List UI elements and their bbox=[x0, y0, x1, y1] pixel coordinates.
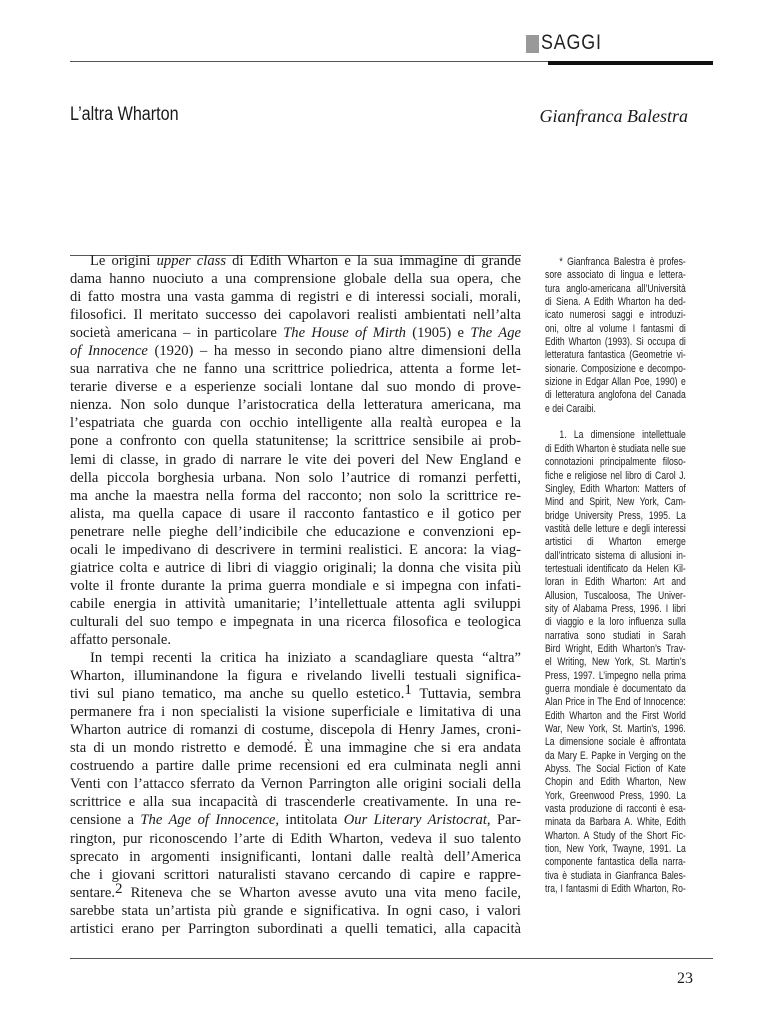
footnote-line: narrativa sono studiati in Sarah bbox=[545, 629, 686, 642]
footnote-line: Allusion, Tuscaloosa, The Univer- bbox=[545, 589, 686, 602]
text-span: penetrare nelle pieghe dell’indicibile che educazione e convenzioni ep- bbox=[70, 523, 521, 540]
text-span: sentare. bbox=[70, 884, 115, 901]
footnote-line: sore associato di lingua e lettera- bbox=[545, 269, 686, 282]
text-line bbox=[70, 252, 521, 270]
footnote-line: e dei Caraibi. bbox=[545, 402, 596, 415]
text-line bbox=[70, 880, 521, 902]
text-span: l’espatriata che guarda con occhio intelligente alla realtà europea e la bbox=[70, 415, 521, 432]
footnote-line: dall’intricato sistema di allusioni in- bbox=[545, 549, 686, 562]
text-span: sprecato in argomenti insignificanti, lontani dalle realtà dell’America bbox=[70, 848, 521, 865]
text-line bbox=[70, 902, 521, 920]
text-span: Le origini bbox=[90, 253, 157, 269]
footnote-line: da Mary E. Papke in Verging on the bbox=[545, 749, 686, 762]
footnote-line: Bird Wright, Edith Wharton’s Trav- bbox=[545, 642, 686, 655]
text-line bbox=[70, 270, 521, 288]
italic-text: upper class bbox=[156, 253, 226, 269]
text-line bbox=[70, 848, 521, 866]
text-span: sta di un mondo ristretto e demodé. È una immagine che si era andata bbox=[70, 740, 521, 757]
footnote-line: icato numerosi saggi e introduzi- bbox=[545, 309, 686, 322]
text-span: di fatto mostra una vasta gamma di registri e di interessi sociali, morali, bbox=[70, 289, 521, 306]
text-line bbox=[70, 396, 521, 414]
footnote-line: minata da Barbara A. White, Edith bbox=[545, 816, 686, 829]
text-span: scrittrice e alla sua incapacità di trascenderle creativamente. In una re- bbox=[70, 794, 521, 811]
footnote-line: connotazioni principalmente filoso- bbox=[545, 456, 686, 469]
text-span: tivi sul piano tematico, ma anche su quello estetico. bbox=[70, 686, 405, 703]
italic-text: Our Literary Aristocrat bbox=[343, 812, 487, 829]
text-line bbox=[70, 866, 521, 884]
text-line bbox=[70, 920, 521, 938]
footnote-line: Alan Price in The End of Innocence: bbox=[545, 696, 686, 709]
text-span: sarebbe stata un’artista più grande e significativa. In ogni caso, i valori bbox=[70, 902, 521, 919]
footnote-line: di viaggio e la loro influenza sulla bbox=[545, 616, 686, 629]
text-line bbox=[70, 559, 521, 577]
footnote-line: sity of Alabama Press, 1996. I libri bbox=[545, 602, 686, 615]
text-line bbox=[70, 432, 521, 450]
text-line bbox=[70, 378, 521, 396]
text-line bbox=[70, 667, 521, 685]
text-span: che i giovani scrittori naturalisti stavano cercando di capire e rappre- bbox=[70, 866, 521, 883]
italic-text: The Age of Innocence, bbox=[140, 812, 279, 829]
text-line bbox=[70, 505, 521, 523]
footnote bbox=[545, 429, 686, 896]
text-span: giatrice colta e autrice di libri di viaggio originali; la donna che visita più bbox=[70, 559, 521, 576]
article-title: L’altra Wharton bbox=[70, 104, 179, 125]
text-span: artistici erano per Parrington subordinati a quelli tematici, alla capacità bbox=[70, 920, 521, 937]
text-span: (1905) e bbox=[405, 325, 471, 342]
text-line bbox=[70, 577, 521, 595]
footnote-line: oni, oltre al volume I fantasmi di bbox=[545, 322, 686, 335]
text-line bbox=[70, 811, 521, 829]
header-rule-accent bbox=[548, 61, 713, 65]
footnote-line: el Writing, New York, St. Martin’s bbox=[545, 656, 686, 669]
italic-text: The House of Mirth bbox=[283, 325, 406, 342]
main-text-column bbox=[70, 252, 521, 938]
text-line bbox=[70, 451, 521, 469]
text-span: In tempi recenti la critica ha iniziato a scandagliare questa “altra” bbox=[90, 650, 521, 667]
paragraph bbox=[70, 649, 521, 938]
footnote-line: vasta produzione di racconti è esa- bbox=[545, 803, 686, 816]
text-line bbox=[70, 595, 521, 613]
footnote-ref: 1 bbox=[404, 682, 412, 699]
text-span: costruendo a partire dalle prime recensioni ed era culminata negli anni bbox=[70, 758, 521, 775]
text-line bbox=[70, 793, 521, 811]
text-span: intitolata bbox=[278, 812, 344, 829]
header-rule bbox=[70, 61, 548, 62]
text-line bbox=[70, 830, 521, 848]
footnote-line: 1. La dimensione intellettuale bbox=[559, 429, 686, 442]
text-line bbox=[70, 487, 521, 505]
footnote-line: La dimensione sociale è affrontata bbox=[545, 736, 686, 749]
text-line bbox=[70, 360, 521, 378]
footnote-line: Singley, Edith Wharton: Matters of bbox=[545, 482, 686, 495]
footnote-line: Edith Wharton and the First World bbox=[545, 709, 686, 722]
text-span: Wharton autrice di romanzi di costume, discepola di Henry James, croni- bbox=[70, 722, 521, 739]
text-span: alista, ma quella capace di usare il racconto fantastico e il gotico per bbox=[70, 505, 521, 522]
text-line bbox=[70, 775, 521, 793]
footnote-line: artistici di Wharton emerge bbox=[545, 536, 686, 549]
footnote-line: Mind and Spirit, New York, Cam- bbox=[545, 496, 686, 509]
italic-text: of Innocence bbox=[70, 343, 148, 360]
text-span: Tuttavia, sembra bbox=[411, 686, 522, 703]
paragraph bbox=[70, 252, 521, 649]
text-line bbox=[70, 649, 521, 667]
footnote-line: di letteratura anglofona del Canada bbox=[545, 389, 686, 402]
footer-rule bbox=[70, 958, 713, 959]
text-line bbox=[70, 288, 521, 306]
footnote-line: guerra mondiale è documentato da bbox=[545, 683, 686, 695]
text-span: Riteneva che se Wharton avesse avuto una vita meno facile, bbox=[122, 884, 521, 901]
text-span: volte il fronte durante la prima guerra mondiale e si impegna con infati- bbox=[70, 577, 521, 594]
text-line bbox=[70, 414, 521, 432]
text-line bbox=[70, 324, 521, 342]
footnote-line: * Gianfranca Balestra è profes- bbox=[559, 256, 686, 268]
footnote-line: tion, New York, Twayne, 1991. La bbox=[545, 843, 686, 856]
footnote-line: componente fantastica della narra- bbox=[545, 856, 686, 869]
text-span: (1920) – ha messo in secondo piano altre dimensioni della bbox=[147, 343, 521, 360]
text-span: della piccola borghesia urbana. Non solo l’autrice di romanzi perfetti, bbox=[70, 469, 521, 486]
footnote-line: Edith Wharton (1993). Si occupa di bbox=[545, 336, 686, 349]
text-span: di Edith Wharton e la sua immagine di grande bbox=[226, 253, 521, 269]
text-span: censione a bbox=[70, 812, 141, 829]
text-span: ma anche la maestra nella forma del racconto; non solo la scrittrice re- bbox=[70, 487, 521, 504]
footnote bbox=[545, 256, 686, 416]
footnote-line: di Edith Wharton è studiata nelle sue bbox=[545, 442, 686, 455]
text-span: pone a confronto con quella statunitense; la scrittrice sensibile ai prob- bbox=[70, 433, 521, 450]
footnote-ref: 2 bbox=[114, 880, 123, 897]
italic-text: The Age bbox=[470, 325, 521, 342]
text-line bbox=[70, 721, 521, 739]
section-marker-square bbox=[526, 35, 539, 53]
footnote-line: bridge University Press, 1995. La bbox=[545, 509, 686, 522]
footnote-line: letteratura fantastica (Geometrie vi- bbox=[545, 349, 686, 362]
text-span: Wharton, illuminandone la figura e rivelando livelli testuali significa- bbox=[70, 668, 521, 685]
article-author: Gianfranca Balestra bbox=[539, 106, 688, 126]
text-span: dama hanno nuociuto a una comprensione globale della sua opera, che bbox=[70, 271, 521, 288]
footnotes-column bbox=[545, 256, 686, 897]
page-number: 23 bbox=[677, 970, 693, 987]
text-line bbox=[70, 613, 521, 631]
text-line bbox=[70, 523, 521, 541]
footnote-line: sionarie. Composizione e decompo- bbox=[545, 362, 686, 375]
footnote-line: York, Greenwood Press, 1990. La bbox=[545, 789, 686, 802]
footnote-line: tura anglo-americana all’Università bbox=[545, 282, 686, 295]
text-span: terarie diverse e a esperienze sociali lontane dal suo mondo di prove- bbox=[70, 379, 521, 396]
text-span: società americana – in particolare bbox=[70, 325, 284, 342]
footnote-line: di Siena. A Edith Wharton ha ded- bbox=[545, 296, 686, 309]
footnote-line: tertestuali identificato da Helen Kil- bbox=[545, 562, 686, 575]
text-span: ocali le impedivano di descrivere in termini realistici. E ancora: la viag- bbox=[70, 541, 521, 558]
text-line bbox=[70, 739, 521, 757]
text-span: cabile energia in attività umanitarie; l’intellettuale attenta agli sviluppi bbox=[70, 595, 521, 612]
text-span: sua narrativa che ne fanno una scrittrice poliedrica, attenta a forme let- bbox=[70, 361, 521, 378]
text-span: nienza. Non solo dunque l’aristocratica della letteratura americana, ma bbox=[70, 397, 521, 414]
footnote-line: tra, I fantasmi di Edith Wharton, Ro- bbox=[545, 883, 686, 896]
text-span: lemi di classe, in grado di narrare le vite dei poveri del New England e bbox=[70, 451, 521, 468]
text-line bbox=[70, 682, 522, 703]
text-line bbox=[70, 469, 521, 487]
text-span: , Par- bbox=[486, 812, 521, 829]
footnote-line: tiva è studiata in Gianfranca Bales- bbox=[545, 869, 686, 882]
text-line bbox=[70, 757, 521, 775]
footnote-line: vastità delle letture e degli interessi bbox=[545, 522, 686, 535]
footnote-line: fiche e religiose nel libro di Carol J. bbox=[545, 469, 686, 482]
footnote-line: War, New York, St. Martin’s, 1996. bbox=[545, 723, 686, 736]
text-span: filosofici. Il meritato successo dei capolavori realisti ambientati nell’alta bbox=[70, 307, 521, 324]
footnote-line: Chopin and Edith Wharton, New bbox=[545, 776, 686, 789]
text-span: rington, pur riconoscendo l’arte di Edith Wharton, vedeva il suo talento bbox=[70, 830, 521, 847]
footnote-line: Press, 1997. L’impegno nella prima bbox=[545, 669, 686, 682]
text-line bbox=[70, 541, 521, 559]
footnote-line: sizione in Edgar Allan Poe, 1990) e bbox=[545, 376, 686, 389]
text-line bbox=[70, 703, 521, 721]
text-span: permanere fra i non specialisti la visione superficiale e limitativa di una bbox=[70, 704, 521, 721]
footnote-line: loran in Edith Wharton: Art and bbox=[545, 576, 686, 589]
footnote-line: Abyss. The Social Fiction of Kate bbox=[545, 763, 686, 776]
text-span: Venti con l’attacco sferrato da Vernon Parrington alle origini sociali della bbox=[70, 776, 521, 793]
text-line bbox=[70, 342, 521, 360]
text-span: affatto personale. bbox=[70, 631, 172, 648]
section-label: SAGGI bbox=[541, 31, 602, 54]
text-span: culturali del suo tempo e impegnata in una ricerca filosofica e teologica bbox=[70, 613, 521, 630]
footnote-line: Wharton. A Study of the Short Fic- bbox=[545, 829, 686, 842]
text-line bbox=[70, 631, 521, 649]
text-line bbox=[70, 306, 521, 324]
